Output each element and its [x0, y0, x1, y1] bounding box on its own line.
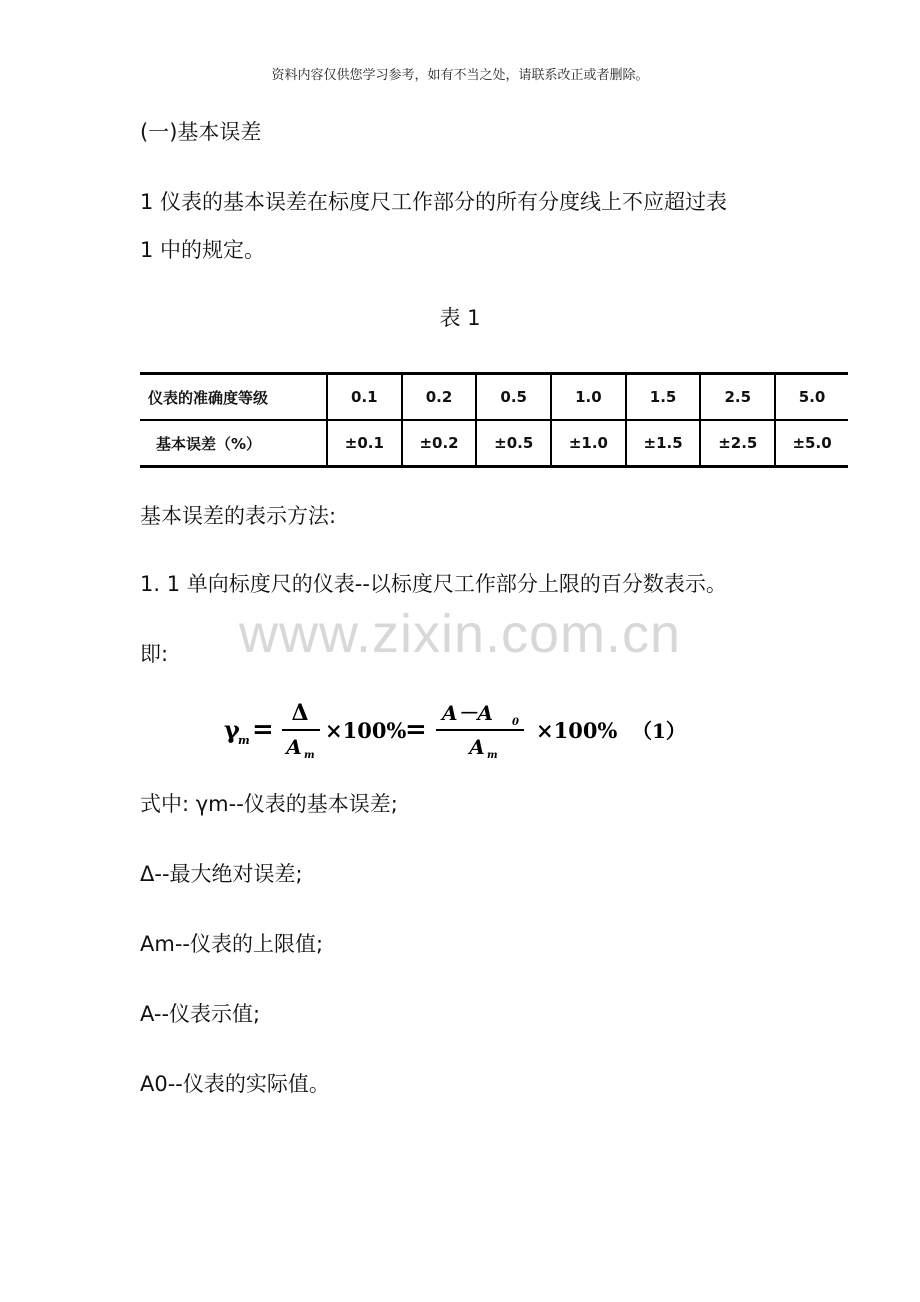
formula-equals-2: = — [405, 715, 427, 745]
fraction-2-numerator: A－A — [442, 701, 494, 725]
table-cell: ±0.5 — [476, 420, 551, 467]
table-cell: ±0.1 — [327, 420, 402, 467]
formula-number: （1） — [632, 719, 686, 743]
paragraph-line-1: 1 仪表的基本误差在标度尺工作部分的所有分度线上不应超过表 — [140, 190, 728, 214]
fraction-2-numerator-sub: 0 — [512, 717, 519, 728]
row-label: 仪表的准确度等级 — [140, 374, 327, 421]
table-cell: ±5.0 — [775, 420, 848, 467]
formula-times-1: ×100% — [325, 718, 407, 743]
paragraph-1-1: 1. 1 单向标度尺的仪表--以标度尺工作部分上限的百分数表示。 — [140, 572, 727, 596]
table-cell: ±0.2 — [402, 420, 477, 467]
fraction-1-numerator: Δ — [291, 700, 309, 726]
table-caption: 表 1 — [439, 306, 481, 330]
table-row — [140, 420, 848, 467]
table-cell: 1.0 — [551, 374, 626, 421]
fraction-1-denominator: A — [286, 735, 302, 759]
definition-line: A--仪表示值; — [140, 1002, 261, 1026]
fraction-2-denominator-sub: m — [487, 750, 498, 761]
definition-line: 式中: γm--仪表的基本误差; — [140, 792, 398, 816]
table-row — [140, 374, 848, 421]
table-cell: ±1.0 — [551, 420, 626, 467]
formula-times-2: ×100% — [536, 718, 618, 743]
formula-lhs-sub: m — [238, 734, 250, 747]
table-cell: 0.2 — [402, 374, 477, 421]
header-notice: 资料内容仅供您学习参考，如有不当之处，请联系改正或者删除。 — [271, 68, 649, 83]
definition-line: A0--仪表的实际值。 — [140, 1072, 330, 1096]
formula-equals: = — [252, 715, 274, 745]
table-cell: ±2.5 — [700, 420, 775, 467]
error-formula — [222, 694, 722, 764]
paragraph-line-2: 1 中的规定。 — [140, 238, 266, 262]
table-cell: 0.5 — [476, 374, 551, 421]
table-cell: 2.5 — [700, 374, 775, 421]
watermark: www.zixin.com.cn — [238, 604, 682, 664]
table-cell: 1.5 — [626, 374, 701, 421]
definition-line: Δ--最大绝对误差; — [140, 862, 303, 886]
definition-line: Am--仪表的上限值; — [140, 932, 324, 956]
section-title: (一)基本误差 — [140, 120, 262, 144]
ji-label: 即: — [140, 642, 169, 666]
table-cell: ±1.5 — [626, 420, 701, 467]
table-cell: 0.1 — [327, 374, 402, 421]
accuracy-table — [140, 372, 848, 468]
formula-lhs: γ — [224, 715, 240, 744]
fraction-1-denominator-sub: m — [304, 750, 315, 761]
fraction-2-denominator: A — [469, 735, 485, 759]
methods-heading: 基本误差的表示方法: — [140, 504, 337, 528]
row-label: 基本误差（%） — [140, 420, 327, 467]
table-cell: 5.0 — [775, 374, 848, 421]
